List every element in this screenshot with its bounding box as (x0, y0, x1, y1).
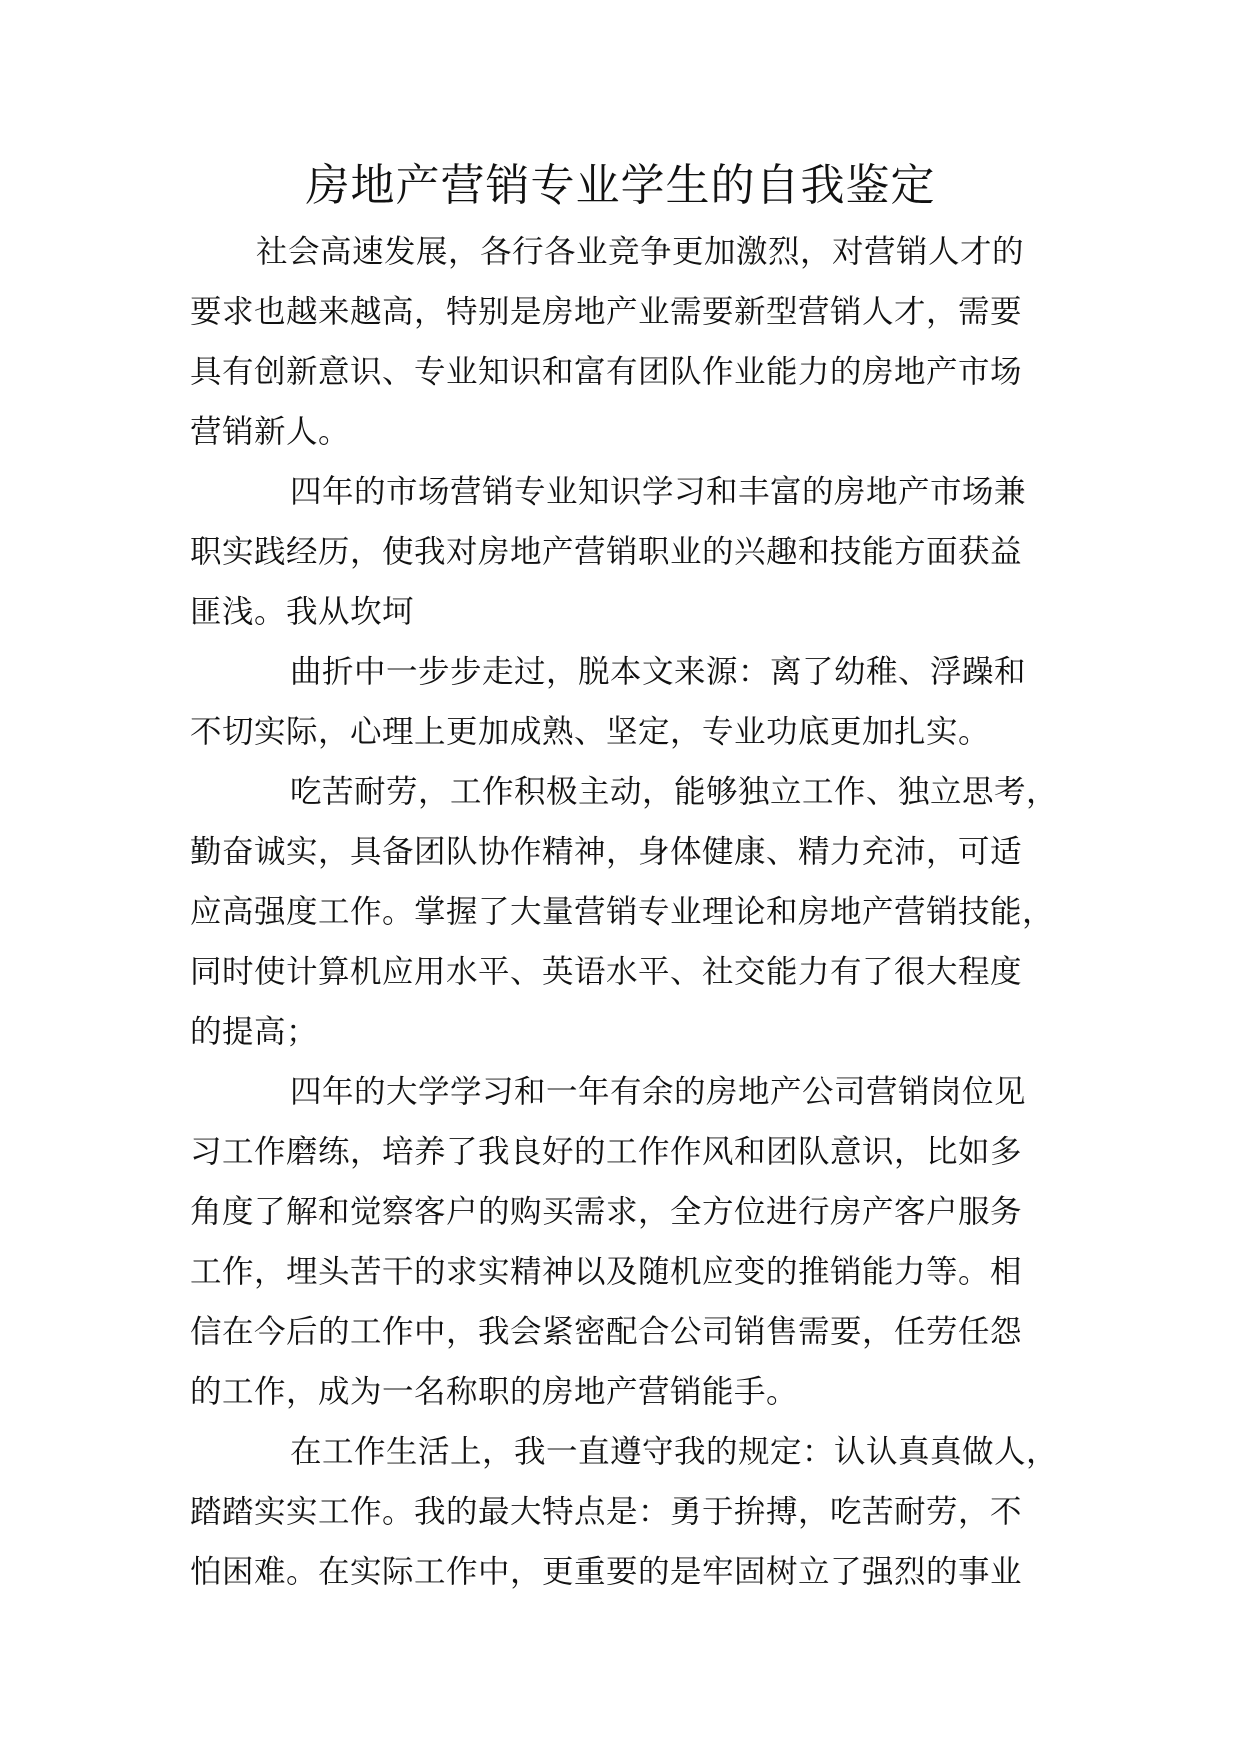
text-line: 勤奋诚实，具备团队协作精神，身体健康、精力充沛，可适 (190, 834, 1023, 870)
text-line: 踏踏实实工作。我的最大特点是：勇于拚搏，吃苦耐劳，不 (190, 1494, 1023, 1530)
text-line: 要求也越来越高，特别是房地产业需要新型营销人才，需要 (190, 294, 1023, 330)
text-line: 四年的大学学习和一年有余的房地产公司营销岗位见 (290, 1074, 1027, 1110)
text-line: 营销新人。 (190, 414, 351, 450)
text-line: 职实践经历，使我对房地产营销职业的兴趣和技能方面获益 (190, 534, 1023, 570)
text-line: 的提高； (190, 1014, 319, 1050)
document-body (190, 222, 1060, 1602)
text-line: 工作，埋头苦干的求实精神以及随机应变的推销能力等。相 (190, 1254, 1023, 1290)
text-line: 应高强度工作。掌握了大量营销专业理论和房地产营销技能， (190, 894, 1055, 930)
text-line: 同时使计算机应用水平、英语水平、社交能力有了很大程度 (190, 954, 1023, 990)
text-line: 不切实际，心理上更加成熟、坚定，专业功底更加扎实。 (190, 714, 991, 750)
text-line: 在工作生活上，我一直遵守我的规定：认认真真做人， (290, 1434, 1059, 1470)
text-line: 的工作，成为一名称职的房地产营销能手。 (190, 1374, 799, 1410)
text-line: 四年的市场营销专业知识学习和丰富的房地产市场兼 (290, 474, 1027, 510)
text-line: 社会高速发展，各行各业竞争更加激烈，对营销人才的 (256, 234, 1025, 270)
document-title: 房地产营销专业学生的自我鉴定 (305, 160, 936, 211)
text-line: 匪浅。我从坎坷 (190, 594, 415, 630)
text-line: 信在今后的工作中，我会紧密配合公司销售需要，任劳任怨 (190, 1314, 1023, 1350)
text-line: 具有创新意识、专业知识和富有团队作业能力的房地产市场 (190, 354, 1023, 390)
text-line: 曲折中一步步走过，脱本文来源：离了幼稚、浮躁和 (290, 654, 1027, 690)
text-line: 角度了解和觉察客户的购买需求，全方位进行房产客户服务 (190, 1194, 1023, 1230)
text-line: 吃苦耐劳，工作积极主动，能够独立工作、独立思考， (290, 774, 1059, 810)
text-line: 习工作磨练，培养了我良好的工作作风和团队意识，比如多 (190, 1134, 1023, 1170)
text-line: 怕困难。在实际工作中，更重要的是牢固树立了强烈的事业 (190, 1554, 1023, 1590)
